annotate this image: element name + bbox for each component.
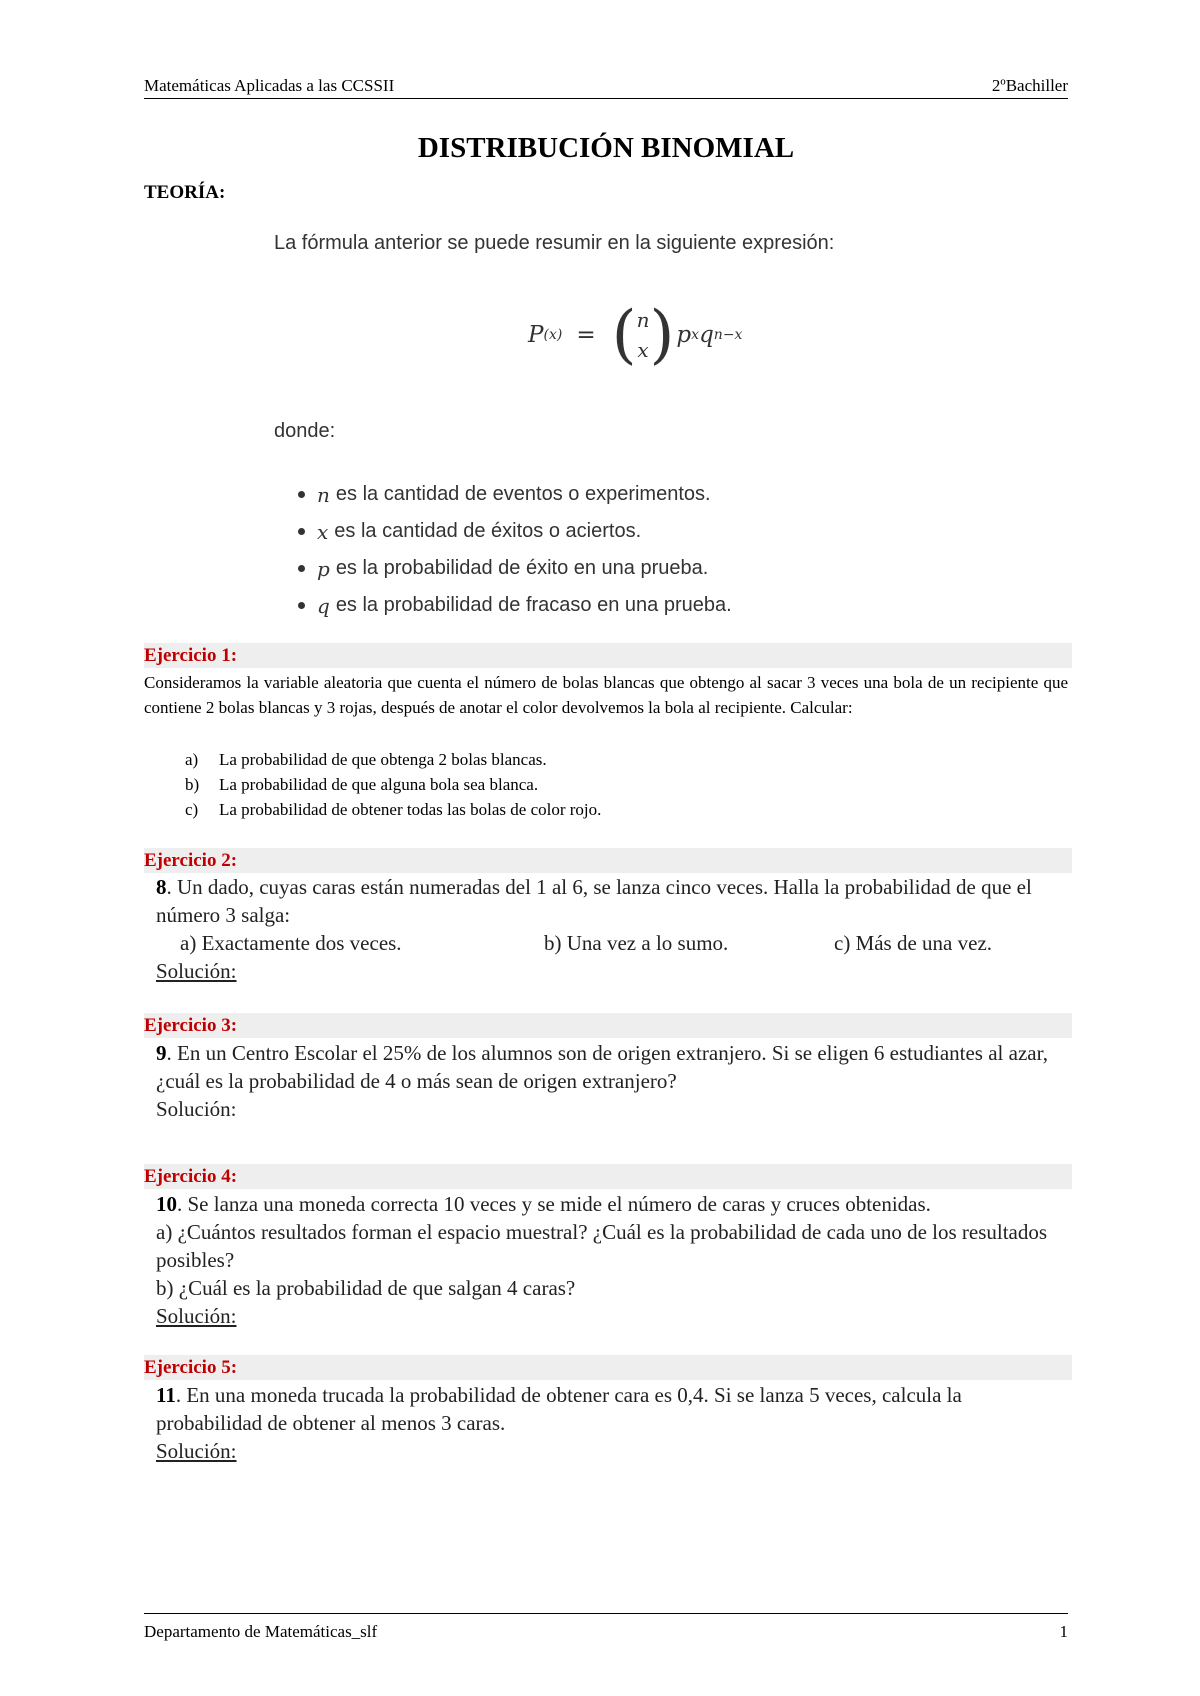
problem-number: 11 (156, 1383, 176, 1407)
page-title: DISTRIBUCIÓN BINOMIAL (417, 132, 795, 164)
header-subject: Matemáticas Aplicadas a las CCSSII (144, 76, 395, 95)
exercise-1-text: Consideramos la variable aleatoria que cuenta el número de bolas blancas que obtengo al sacar 3 veces una bola de un recipiente que contiene 2 bolas blancas y 3 rojas, después de anotar el color devolvemos la bola al recipiente. Calcular: (144, 673, 1068, 717)
list-item (298, 513, 732, 550)
bullet-icon (298, 491, 305, 498)
bullet-icon (298, 602, 305, 609)
binomial-formula (528, 300, 742, 370)
formula-equals: = (576, 322, 596, 348)
bullet-icon (298, 565, 305, 572)
bullet-text: es la cantidad de éxitos o aciertos. (334, 520, 642, 542)
item-letter: c) (185, 800, 199, 819)
exercise-3-statement (156, 1039, 1056, 1095)
exercise-5-statement (156, 1381, 1056, 1437)
problem-text: . En una moneda trucada la probabilidad de obtener cara es 0,4. Si se lanza 5 veces, calcula la probabilidad de obtener al menos 3 caras. (156, 1383, 962, 1435)
list-item (185, 747, 601, 772)
option-c: c) Más de una vez. (834, 931, 993, 955)
exercise-1-list (185, 747, 601, 822)
exercise-4-body (156, 1190, 1056, 1330)
solution-label: Solución: (156, 959, 237, 983)
exercise-4-bar (144, 1164, 1072, 1189)
item-text: La probabilidad de obtener todas las bolas de color rojo. (219, 800, 602, 819)
binom-top: n (636, 308, 650, 332)
exercise-2-body (156, 873, 1056, 985)
bullet-variable: x (317, 519, 329, 544)
bullet-text: es la probabilidad de fracaso en una prueba. (335, 594, 732, 616)
problem-number: 8 (156, 875, 167, 899)
exercise-2-heading: Ejercicio 2: (144, 850, 238, 871)
bullet-text: es la probabilidad de éxito en una prueba. (335, 557, 709, 579)
exercise-1-bar (144, 643, 1072, 668)
item-letter: b) (185, 775, 200, 794)
bullet-variable: q (317, 593, 330, 618)
exercise-4-part-b: b) ¿Cuál es la probabilidad de que salgan 4 caras? (156, 1276, 576, 1300)
theory-heading: TEORÍA: (144, 182, 226, 203)
item-text: La probabilidad de que alguna bola sea blanca. (219, 775, 539, 794)
exercise-2-options (156, 929, 1056, 957)
solution-label: Solución: (156, 1304, 237, 1328)
formula-p: p (676, 322, 692, 348)
item-letter: a) (185, 750, 199, 769)
binomial-coefficient: ( n x ) (611, 298, 675, 372)
bullet-variable: p (317, 556, 330, 581)
option-b: b) Una vez a lo sumo. (544, 931, 729, 955)
exercise-4-statement (156, 1190, 1056, 1218)
formula-q: q (699, 322, 714, 348)
header-course: 2ºBachiller (991, 76, 1068, 95)
solution-label: Solución: (156, 1439, 237, 1463)
list-item (185, 797, 601, 822)
list-item (185, 772, 601, 797)
exercise-3-body (156, 1039, 1056, 1123)
exercise-1-heading: Ejercicio 1: (144, 645, 238, 666)
footer-department: Departamento de Matemáticas_slf (144, 1622, 378, 1641)
formula-lhs: P (528, 322, 544, 348)
list-item (298, 587, 732, 624)
problem-number: 10 (156, 1192, 177, 1216)
problem-text: . Se lanza una moneda correcta 10 veces y se mide el número de caras y cruces obtenidas. (177, 1192, 931, 1216)
option-a: a) Exactamente dos veces. (180, 931, 402, 955)
exercise-4-heading: Ejercicio 4: (144, 1166, 238, 1187)
exercise-5-heading: Ejercicio 5: (144, 1357, 238, 1378)
page-header (144, 70, 1068, 99)
exercise-3-heading: Ejercicio 3: (144, 1015, 238, 1036)
problem-number: 9 (156, 1041, 167, 1065)
theory-where: donde: (274, 420, 336, 442)
problem-text: . Un dado, cuyas caras están numeradas del 1 al 6, se lanza cinco veces. Halla la probabilidad de que el número 3 salga: (156, 875, 1032, 927)
item-text: La probabilidad de que obtenga 2 bolas blancas. (219, 750, 547, 769)
exercise-2-statement (156, 873, 1056, 929)
bullet-text: es la cantidad de eventos o experimentos. (335, 483, 711, 505)
formula-p-exp: x (691, 327, 700, 343)
bullet-variable: n (317, 482, 330, 507)
page-number: 1 (1059, 1622, 1068, 1641)
exercise-3-bar (144, 1013, 1072, 1038)
exercise-2-bar (144, 848, 1072, 873)
list-item (298, 550, 732, 587)
exercise-4-part-a: a) ¿Cuántos resultados forman el espacio muestral? ¿Cuál es la probabilidad de cada uno de los resultados posibles? (156, 1220, 1048, 1272)
binom-bottom: x (637, 338, 649, 362)
theory-intro: La fórmula anterior se puede resumir en la siguiente expresión: (274, 232, 835, 254)
theory-bullet-list (298, 476, 732, 624)
exercise-5-body (156, 1381, 1056, 1465)
bullet-icon (298, 528, 305, 535)
page-footer (144, 1613, 1068, 1642)
list-item (298, 476, 732, 513)
formula-lhs-sub: (x) (543, 327, 563, 343)
formula-q-exp: n−x (713, 327, 743, 343)
exercise-5-bar (144, 1355, 1072, 1380)
solution-label: Solución: (156, 1097, 237, 1121)
problem-text: . En un Centro Escolar el 25% de los alumnos son de origen extranjero. Si se eligen 6 estudiantes al azar, ¿cuál es la probabilidad de 4 o más sean de origen extranjero? (156, 1041, 1048, 1093)
